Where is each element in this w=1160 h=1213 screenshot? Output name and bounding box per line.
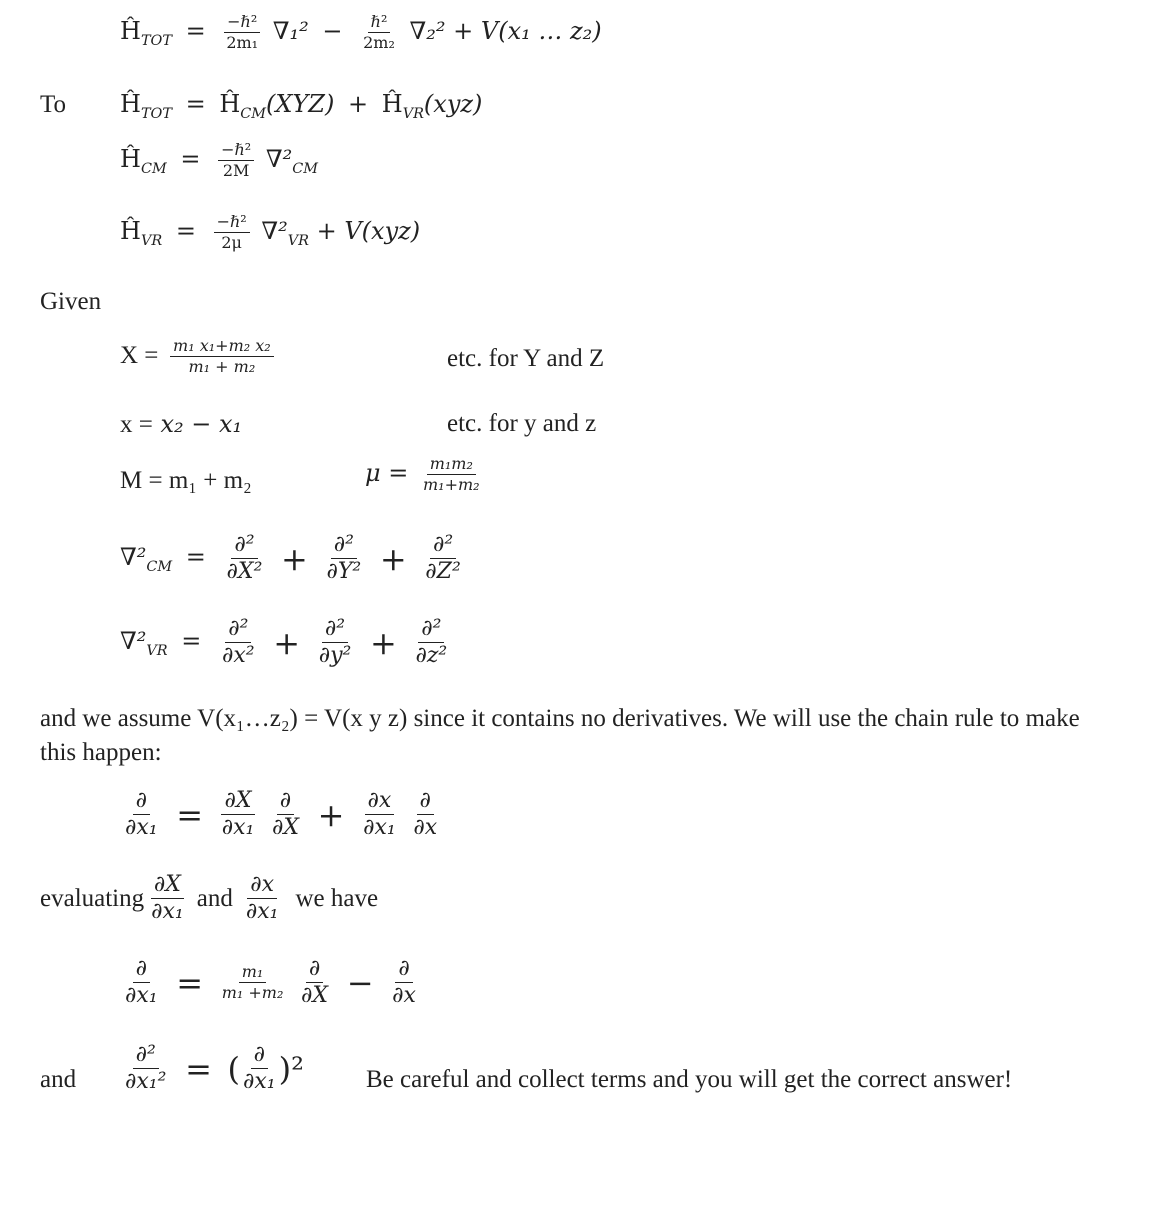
fraction: $\frac{\text{−ℏ²}}{2\mu}$ (214, 214, 250, 251)
eq-chain-rule: $\frac{\partial}{\text{∂x₁}}$ = $\frac{\partial X}{\text{∂x₁}}$ $\frac{\partial}{\partial X}$ + $\frac{\partial x}{\text{∂x₁}}$ $\frac{\partial}{\partial x}$ (118, 790, 444, 839)
eq-second-derivative: $\frac{\text{∂²}}{\text{∂x₁²}}$ = ( $\frac{\partial}{\text{∂x₁}}$ )² (118, 1044, 308, 1093)
fraction: $\frac{\text{∂²}}{\text{∂x²}}$ (222, 616, 255, 668)
closing-note: Be careful and collect terms and you will get the correct answer! (366, 1066, 1013, 1093)
fraction: $\frac{\partial}{\text{∂x₁}}$ (243, 1042, 276, 1094)
fraction: $\frac{\partial x}{\text{∂x₁}}$ (363, 788, 396, 840)
label-and: and (40, 1066, 77, 1093)
fraction: $\frac{\text{−ℏ²}}{2M}$ (218, 142, 254, 179)
eq-mu: μ = $\frac{\text{m₁m₂}}{\text{m₁+m₂}}$ (365, 456, 487, 493)
note-x-cap: etc. for Y and Z (447, 345, 605, 372)
fraction: $\frac{\partial}{\text{∂x₁}}$ (125, 956, 158, 1008)
label-given: Given (40, 288, 102, 315)
evaluating-line: evaluating $\frac{\partial X}{\text{∂x₁}}$ and $\frac{\partial x}{\text{∂x₁}}$ we have (40, 872, 379, 924)
fraction: $\frac{\text{∂²}}{\text{∂y²}}$ (318, 616, 352, 668)
fraction: $\frac{\partial}{\partial X}$ (271, 788, 299, 840)
fraction: $\frac{\text{∂²}}{\text{∂X²}}$ (226, 532, 263, 584)
eq-h-cm: $Ĥ_{CM}$ = $\frac{\text{−ℏ²}}{2M}$ $\nabla^2_{CM}$ (120, 140, 318, 180)
fraction: $\frac{\text{−ℏ²}}{\text{2m₁}}$ (223, 14, 261, 51)
eq-m-total: M = m₁ + m₂ (120, 467, 252, 494)
note-x-small: etc. for y and z (447, 410, 597, 437)
eq-h-tot-split: $Ĥ_{TOT}$ = $Ĥ_{CM}(XYZ)$ + $Ĥ_{VR}(xyz)$ (120, 90, 483, 122)
eq-lap-vr: $\nabla^2_{VR}$ = $\frac{\text{∂²}}{\text{∂x²}}$ + $\frac{\text{∂²}}{\text{∂y²}}$ + $\frac{\text{∂²}}{\text{∂z²}}$ (120, 618, 454, 667)
fraction: $\frac{\partial}{\partial X}$ (301, 956, 329, 1008)
fraction: $\frac{\text{m₁}}{\text{m₁ +m₂}}$ (221, 962, 284, 1002)
fraction: $\frac{\partial x}{\text{∂x₁}}$ (245, 872, 279, 924)
fraction: $\frac{\text{∂²}}{\text{∂Z²}}$ (425, 532, 461, 584)
fraction: $\frac{\text{∂²}}{\text{∂Y²}}$ (326, 532, 362, 584)
eq-lap-cm: $\nabla^2_{CM}$ = $\frac{\text{∂²}}{\text{∂X²}}$ + $\frac{\text{∂²}}{\text{∂Y²}}$ + $\frac{\text{∂²}}{\text{∂Z²}}$ (120, 534, 468, 583)
body-paragraph: and we assume V(x₁…z₂) = V(x y z) since it contains no derivatives. We will use the chain rule to make this happen: (40, 705, 1080, 766)
fraction: $\frac{\partial}{\partial x}$ (392, 956, 416, 1008)
fraction: $\frac{\partial X}{\text{∂x₁}}$ (151, 872, 184, 924)
label-to: To (40, 91, 67, 118)
fraction: $\frac{\partial X}{\text{∂x₁}}$ (221, 788, 255, 840)
fraction: $\frac{\partial}{\partial x}$ (413, 788, 438, 840)
eq-x-small: x = x₂ − x₁ (120, 410, 243, 438)
fraction: $\frac{\partial}{\text{∂x₁}}$ (125, 788, 158, 840)
fraction: $\frac{\text{m₁m₂}}{\text{m₁+m₂}}$ (422, 454, 480, 494)
fraction: $\frac{\text{ℏ²}}{\text{2m₂}}$ (363, 12, 395, 52)
fraction: $\frac{\text{∂²}}{\text{∂z²}}$ (415, 616, 448, 668)
eq-h-vr: $Ĥ_{VR}$ = $\frac{\text{−ℏ²}}{2\mu}$ $\nabla^2_{VR} + V(xyz)$ (120, 212, 421, 252)
fraction: $\frac{\text{∂²}}{\text{∂x₁²}}$ (125, 1042, 167, 1094)
fraction: $\frac{\text{m₁ x₁+m₂ x₂}}{\text{m₁ + m₂}}$ (170, 338, 274, 375)
eq-result: $\frac{\partial}{\text{∂x₁}}$ = $\frac{\text{m₁}}{\text{m₁ +m₂}}$ $\frac{\partial}{\partial X}$ − $\frac{\partial}{\partial x}$ (118, 958, 423, 1007)
eq-x-cap: X = $\frac{\text{m₁ x₁+m₂ x₂}}{\text{m₁ + m₂}}$ (120, 338, 278, 375)
eq-h-tot-full: $Ĥ_{TOT}$ = $\frac{\text{−ℏ²}}{\text{2m₁}}$ ∇₁² − $\frac{\text{ℏ²}}{\text{2m₂}}$ ∇₂² + V(x₁ … z₂) (120, 12, 602, 52)
